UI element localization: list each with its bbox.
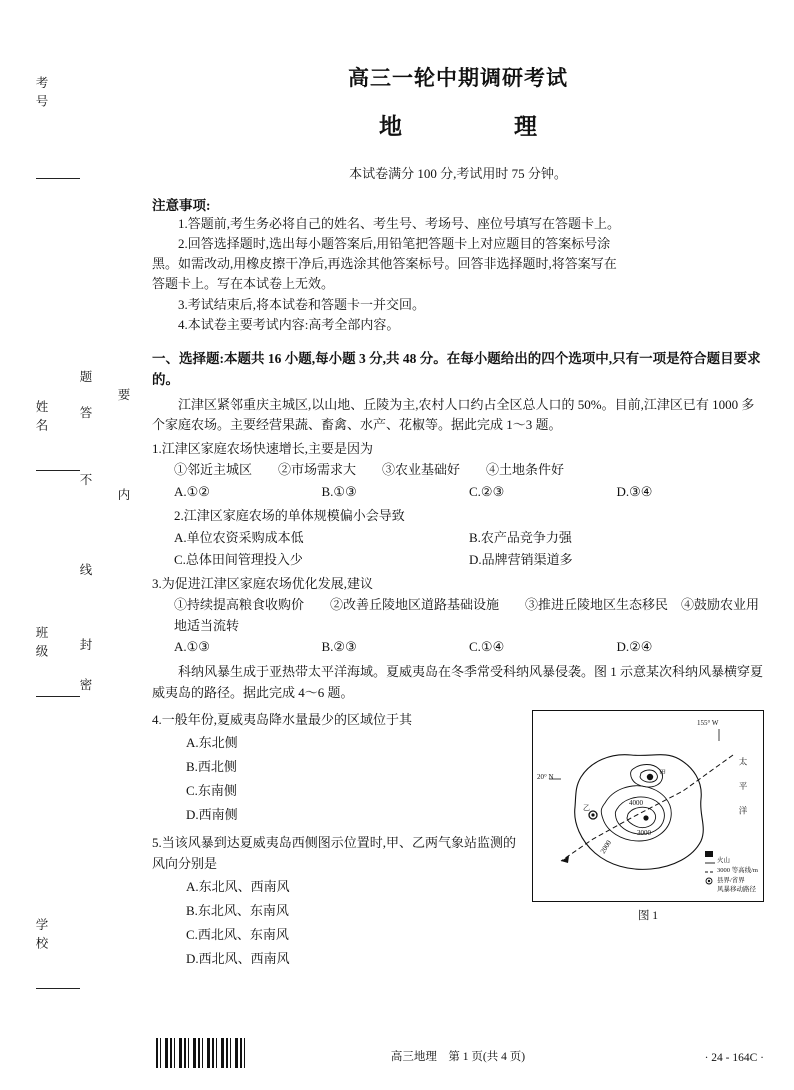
option-b[interactable]: B.农产品竞争力强 (469, 529, 572, 545)
question-text: 江津区家庭农场的单体规模偏小会导致 (183, 507, 405, 523)
option-b[interactable]: B.西北侧 (186, 758, 237, 774)
question-options (174, 527, 764, 549)
question-stem (152, 439, 764, 460)
legend-label-volcano: 火山 (717, 857, 730, 865)
option-d[interactable]: D.西北风、西南风 (186, 950, 290, 966)
question-options (174, 549, 764, 571)
question-sub-items: ①邻近主城区 ②市场需求大 ③农业基础好 ④土地条件好 (174, 462, 565, 478)
sidebar-seal-bu: 不 (78, 473, 92, 492)
option-c[interactable]: C.②③ (469, 483, 505, 499)
sidebar-seal-nei: 内 (116, 488, 130, 507)
page-footer (152, 1038, 764, 1064)
question-options (186, 731, 522, 827)
sidebar-label-kaohao: 考号 (34, 76, 48, 113)
question-options (174, 481, 764, 503)
question-text: 当该风暴到达夏威夷岛西侧图示位置时,甲、乙两气象站监测的风向分别是 (152, 835, 517, 871)
legend-label-boundary: 县界/省界 (717, 876, 745, 884)
question-number: 1. (152, 441, 162, 457)
notice-item: 黑。如需改动,用橡皮擦干净后,再选涂其他答案标号。回答非选择题时,将答案写在 (152, 256, 617, 272)
figure-legend (702, 856, 758, 895)
option-b[interactable]: B.①③ (321, 483, 357, 499)
figure-caption: 图 1 (637, 910, 659, 923)
legend-label-contour: 3000 等高线/m (717, 866, 758, 874)
figure-map (532, 710, 764, 902)
option-d[interactable]: D.②④ (616, 639, 653, 655)
question-stem (152, 710, 522, 731)
figure-contour-4000: 4000 (629, 799, 643, 808)
legend-item (702, 885, 758, 895)
footer-paper-code: · 24 - 164C · (704, 1052, 764, 1064)
question-number: 5. (152, 835, 162, 851)
barcode-icon (156, 1038, 248, 1068)
option-d[interactable]: D.品牌营销渠道多 (469, 551, 573, 567)
option-d[interactable]: D.西南侧 (186, 806, 238, 822)
option-a[interactable]: A.单位农资采购成本低 (174, 529, 304, 545)
figure-1 (532, 710, 764, 923)
question-text: 一般年份,夏威夷岛降水量最少的区域位于其 (161, 712, 413, 728)
sidebar-label-banji: 班级 (34, 626, 48, 663)
passage-2: 科纳风暴生成于亚热带太平洋海域。夏威夷岛在冬季常受科纳风暴侵袭。图 1 示意某次科纳风暴横穿夏威夷岛的路径。据此完成 4～6 题。 (152, 664, 764, 701)
sidebar-label-xingming: 姓名 (34, 400, 48, 437)
option-d[interactable]: D.③④ (616, 483, 653, 499)
question-text: 江津区家庭农场快速增长,主要是因为 (161, 441, 374, 457)
option-c[interactable]: C.①④ (469, 639, 505, 655)
option-a[interactable]: A.东北侧 (186, 734, 238, 750)
question-stem (174, 506, 764, 527)
question-2 (152, 506, 764, 571)
question-4 (152, 710, 522, 827)
subject-title: 地 理 (379, 114, 559, 139)
option-a[interactable]: A.东北风、西南风 (186, 878, 290, 894)
legend-item (702, 866, 758, 876)
question-1 (152, 439, 764, 503)
question-options (186, 875, 522, 971)
paper-content (152, 40, 764, 971)
notice-item: 4.本试卷主要考试内容:高考全部内容。 (178, 316, 400, 332)
question-3 (152, 574, 764, 658)
figure-contour-3000: 3000 (637, 829, 651, 838)
figure-contour-2000: 2000 (598, 838, 614, 856)
question-stem (152, 833, 522, 875)
footer-page-label: 高三地理 第 1 页(共 4 页) (390, 1051, 526, 1063)
question-column (152, 710, 522, 971)
option-a[interactable]: A.①② (174, 483, 210, 499)
sidebar-seal-mi: 密 (78, 678, 92, 697)
question-figure-section (152, 710, 764, 971)
question-text: 为促进江津区家庭农场优化发展,建议 (161, 575, 374, 591)
sidebar-seal-xian: 线 (78, 563, 92, 582)
sidebar-seal-yao: 要 (116, 388, 130, 407)
option-b[interactable]: B.②③ (321, 639, 357, 655)
notice-item: 2.回答选择题时,选出每小题答案后,用铅笔把答题卡上对应题目的答案标号涂 (178, 236, 611, 252)
figure-ocean-label: 太 平 洋 (738, 757, 748, 818)
option-a[interactable]: A.①③ (174, 639, 210, 655)
legend-label-storm-track: 风暴移动路径 (717, 886, 756, 894)
figure-label-yi: 乙 (583, 804, 590, 813)
question-number: 2. (174, 507, 184, 523)
legend-item (702, 856, 758, 866)
question-options (174, 636, 764, 658)
answer-card-sidebar (18, 18, 148, 1072)
option-b[interactable]: B.东北风、东南风 (186, 902, 289, 918)
sidebar-seal-feng: 封 (78, 638, 92, 657)
score-time-line: 本试卷满分 100 分,考试用时 75 分钟。 (349, 166, 567, 181)
question-stem (152, 574, 764, 595)
question-number: 3. (152, 575, 162, 591)
legend-item (702, 876, 758, 886)
notice-item: 1.答题前,考生务必将自己的姓名、考生号、考场号、座位号填写在答题卡上。 (178, 216, 621, 231)
option-c[interactable]: C.东南侧 (186, 782, 237, 798)
option-c[interactable]: C.西北风、东南风 (186, 926, 289, 942)
notice-item: 答题卡上。写在本试卷上无效。 (152, 276, 335, 292)
option-c[interactable]: C.总体田间管理投入少 (174, 551, 303, 567)
sidebar-seal-da: 答 (78, 406, 92, 425)
notice-item: 3.考试结束后,将本试卷和答题卡一并交回。 (178, 296, 426, 312)
figure-longitude-label: 155° W (697, 719, 719, 728)
passage-1: 江津区紧邻重庆主城区,以山地、丘陵为主,农村人口约占全区总人口的 50%。目前,江津区已有 1000 多个家庭农场。主要经营果蔬、畜禽、水产、花椒等。据此完成 1～3 题。 (152, 396, 755, 433)
page-title: 高三一轮中期调研考试 (348, 66, 568, 90)
section-heading-choice: 一、选择题:本题共 16 小题,每小题 3 分,共 48 分。在每小题给出的四个选项中,只有一项是符合题目要求的。 (152, 350, 761, 387)
sidebar-seal-ti: 题 (78, 370, 92, 389)
question-number: 4. (152, 712, 162, 728)
question-5 (152, 833, 522, 971)
notice-heading: 注意事项: (152, 198, 211, 213)
sidebar-label-xuexiao: 学校 (34, 918, 48, 955)
figure-label-jia: 甲 (659, 769, 666, 778)
question-sub-items: ①持续提高粮食收购价 ②改善丘陵地区道路基础设施 ③推进丘陵地区生态移民 ④鼓励农业用地适当流转 (174, 596, 760, 633)
figure-latitude-label: 20° N (537, 773, 554, 782)
